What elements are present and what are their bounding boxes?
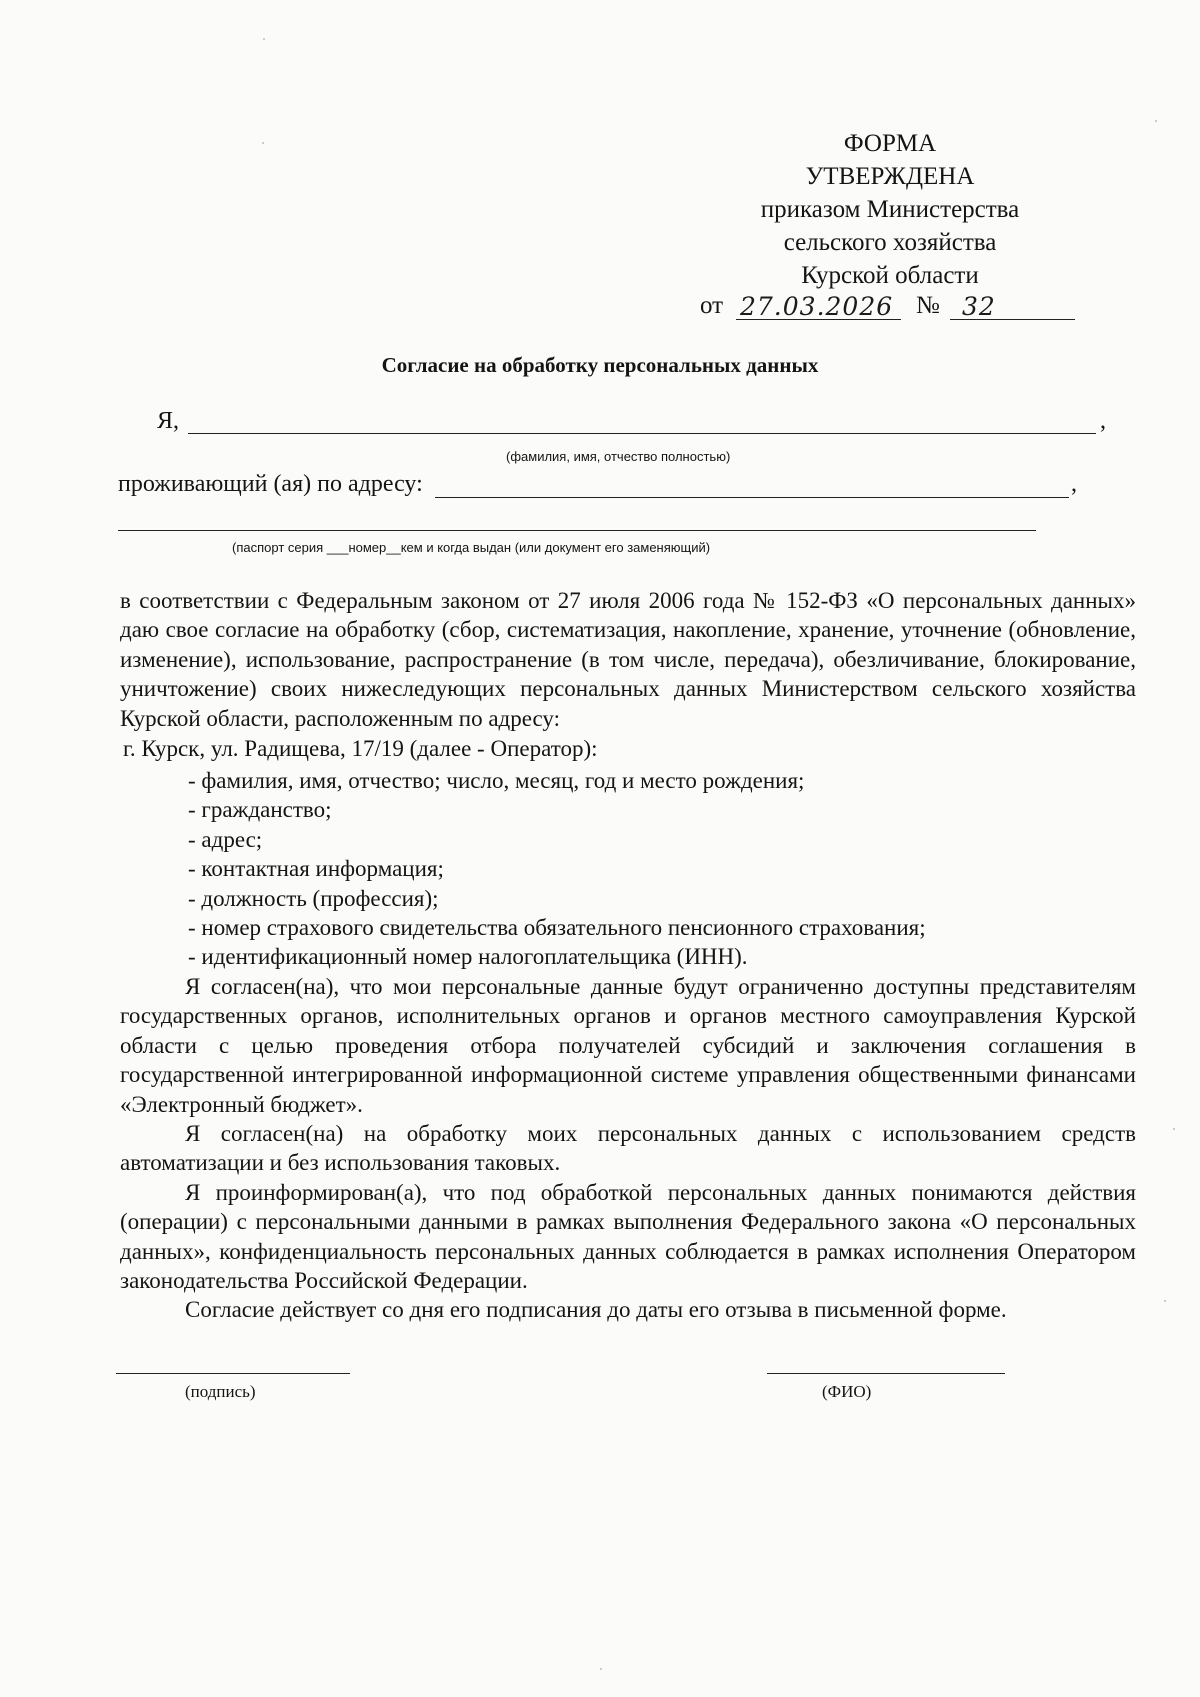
stamp-line-form: ФОРМА: [843, 130, 937, 157]
paragraph-informed: Я проинформирован(а), что под обработкой персональных данных понимаются действия (операции) с персональными данными в рамках выполнения Федерального закона «О персональных данных», конфиденциальность персональных данных соблюдается в рамках исполнения Оператором законодательства Российской Федерации.: [120, 1180, 1136, 1294]
stamp-line-region: Курской области: [801, 262, 979, 289]
address-second-line[interactable]: [118, 530, 1036, 531]
stamp-line-ministry: сельского хозяйства: [783, 229, 997, 256]
list-item: - идентификационный номер налогоплательщика (ИНН).: [188, 944, 748, 970]
paragraph-validity: Согласие действует со дня его подписания до даты его отзыва в письменной форме.: [185, 1297, 1007, 1322]
handwritten-number: 32: [962, 292, 996, 321]
personal-data-list: [188, 766, 1088, 972]
list-item: - фамилия, имя, отчество; число, месяц, год и место рождения;: [188, 768, 805, 793]
stamp-line-approved: УТВЕРЖДЕНА: [805, 163, 975, 190]
signature-line[interactable]: [116, 1373, 350, 1374]
scan-speck: [600, 1668, 602, 1670]
name-field-label: Я,: [157, 408, 180, 434]
paragraph-automation: Я согласен(на) на обработку моих персональных данных с использованием средств автоматизации и без использования таковых.: [120, 1121, 1136, 1176]
list-item: - должность (профессия);: [188, 885, 439, 911]
full-name-line[interactable]: [767, 1373, 1005, 1374]
scan-speck: [263, 38, 265, 40]
scan-speck: [1155, 120, 1157, 122]
address-field-label: проживающий (ая) по адресу:: [118, 471, 423, 497]
date-underline: [736, 319, 901, 320]
number-sign: №: [916, 292, 940, 319]
full-name-caption: (ФИО): [822, 1382, 872, 1401]
list-item: - номер страхового свидетельства обязательного пенсионного страхования;: [188, 915, 926, 941]
list-item: - контактная информация;: [188, 856, 444, 882]
scan-speck: [1164, 1300, 1166, 1302]
address-field-comma: ,: [1071, 471, 1077, 497]
paragraph-access: Я согласен(на), что мои персональные данные будут ограниченно доступны представителям государственных органов, исполнительных органов и органов местного самоуправления Курской области с целью проведения отбора получателей субсидий и заключения соглашения в государственной интегрированной информационной системе управления общественными финансами «Электронный бюджет».: [120, 974, 1136, 1117]
address-field-caption: (паспорт серия ___номер__кем и когда выдан (или документ его заменяющий): [232, 540, 711, 555]
intro-paragraph: в соответствии с Федеральным законом от 27 июля 2006 года № 152-ФЗ «О персональных данных» даю свое согласие на обработку (сбор, систематизация, накопление, хранение, уточнение (обновление, изменение), использование, распространение (в том числе, передача), обезличивание, блокирование, уничтожение) своих нижеследующих персональных данных Министерством сельского хозяйства Курской области, расположенным по адресу:: [120, 588, 1136, 731]
number-underline: [950, 319, 1075, 320]
date-prefix: от: [700, 292, 724, 319]
signature-caption: (подпись): [185, 1382, 256, 1401]
list-item: - гражданство;: [188, 797, 332, 823]
scan-speck: [1173, 1128, 1175, 1130]
scan-speck: [262, 142, 264, 144]
name-field-comma: ,: [1100, 408, 1106, 434]
stamp-line-order: приказом Министерства: [760, 196, 1020, 223]
stamp-date-row: [700, 286, 1080, 326]
list-item: - адрес;: [188, 826, 263, 852]
name-field-line[interactable]: [188, 433, 1096, 434]
handwritten-date: 27.03.2026: [740, 292, 894, 321]
operator-address: г. Курск, ул. Радищева, 17/19 (далее - Оператор):: [123, 736, 598, 761]
address-field-line[interactable]: [435, 497, 1069, 498]
name-field-caption: (фамилия, имя, отчество полностью): [506, 449, 731, 464]
document-title: Согласие на обработку персональных данных: [381, 353, 819, 377]
